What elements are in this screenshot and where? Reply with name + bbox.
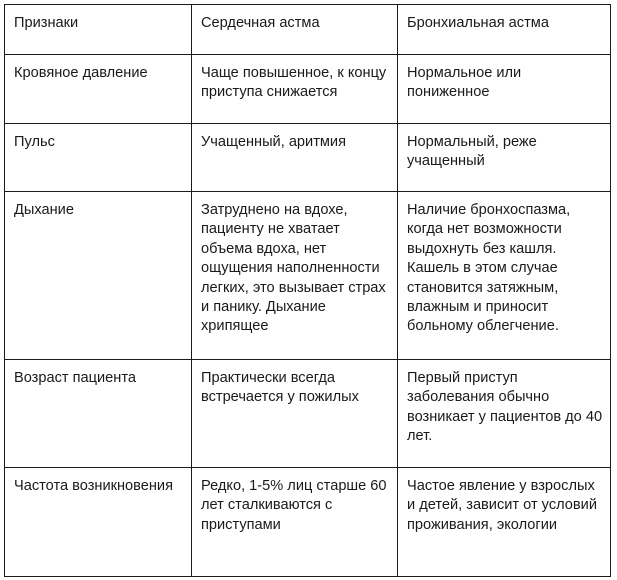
table-row — [5, 55, 611, 124]
row-label-cell: Кровяное давление — [5, 55, 192, 124]
header-cell-signs: Признаки — [5, 5, 192, 55]
cardiac-cell: Учащенный, аритмия — [192, 124, 398, 192]
table-row — [5, 468, 611, 577]
bronchial-cell: Наличие бронхоспазма, когда нет возможности выдохнуть без кашля. Кашель в этом случае становится затяжным, влажным и приносит больному облегчение. — [398, 192, 611, 360]
row-label-cell: Дыхание — [5, 192, 192, 360]
cardiac-cell: Практически всегда встречается у пожилых — [192, 360, 398, 468]
comparison-table — [4, 4, 611, 577]
row-label-cell: Частота возникновения — [5, 468, 192, 577]
table-row — [5, 360, 611, 468]
bronchial-cell: Частое явление у взрослых и детей, зависит от условий проживания, экологии — [398, 468, 611, 577]
header-cell-bronchial-asthma: Бронхиальная астма — [398, 5, 611, 55]
row-label-cell: Пульс — [5, 124, 192, 192]
table-header-row — [5, 5, 611, 55]
header-cell-cardiac-asthma: Сердечная астма — [192, 5, 398, 55]
bronchial-cell: Нормальный, реже учащенный — [398, 124, 611, 192]
table-row — [5, 192, 611, 360]
cardiac-cell: Чаще повышенное, к концу приступа снижается — [192, 55, 398, 124]
cardiac-cell: Редко, 1-5% лиц старше 60 лет сталкиваются с приступами — [192, 468, 398, 577]
bronchial-cell: Первый приступ заболевания обычно возникает у пациентов до 40 лет. — [398, 360, 611, 468]
bronchial-cell: Нормальное или пониженное — [398, 55, 611, 124]
row-label-cell: Возраст пациента — [5, 360, 192, 468]
table-row — [5, 124, 611, 192]
cardiac-cell: Затруднено на вдохе, пациенту не хватает объема вдоха, нет ощущения наполненности легких, это вызывает страх и панику. Дыхание хрипящее — [192, 192, 398, 360]
